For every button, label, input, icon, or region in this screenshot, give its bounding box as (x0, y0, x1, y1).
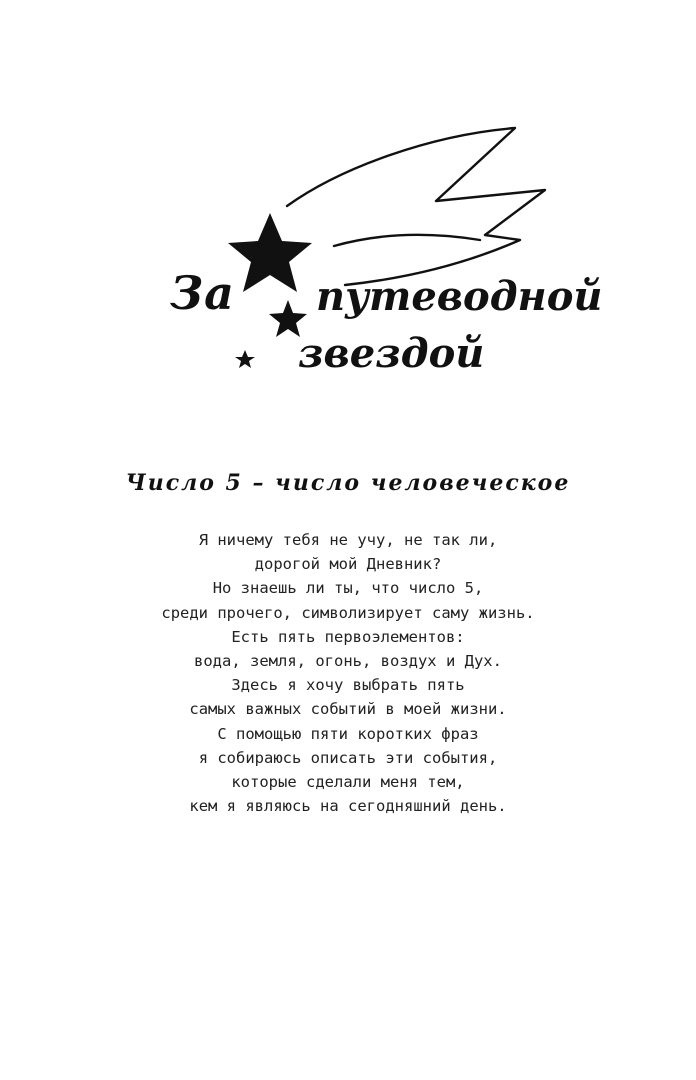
poem-line: вода, земля, огонь, воздух и Дух. (194, 652, 502, 671)
poem-line: которые сделали меня тем, (231, 773, 465, 792)
small-star-icon (235, 350, 255, 368)
book-logo (0, 0, 696, 420)
poem-line: самых важных событий в моей жизни. (189, 700, 507, 719)
logo-word-putevodnoy: путеводной (316, 273, 603, 320)
poem-line: С помощью пяти коротких фраз (217, 724, 479, 743)
poem-line: среди прочего, символизирует саму жизнь. (161, 603, 535, 622)
poem-line: Я ничему тебя не учу, не так ли, (198, 531, 498, 549)
logo-word-za: За (170, 266, 235, 320)
poem-body (0, 528, 696, 818)
logo-word-zvezdoy: звездой (298, 330, 485, 377)
poem-line: Но знаешь ли ты, что число 5, (212, 579, 484, 598)
comet-trail-inner (334, 235, 480, 246)
poem-line: дорогой мой Дневник? (254, 555, 442, 574)
poem-line: Здесь я хочу выбрать пять (231, 676, 465, 695)
poem-line: Есть пять первоэлементов: (231, 627, 465, 646)
chapter-title: Число 5 – число человеческое (125, 470, 571, 496)
poem-line: я собираюсь описать эти события, (198, 748, 498, 767)
comet-trail-outer (287, 128, 545, 285)
big-star-icon (228, 213, 312, 292)
poem-line: кем я являюсь на сегодняшний день. (189, 797, 507, 816)
